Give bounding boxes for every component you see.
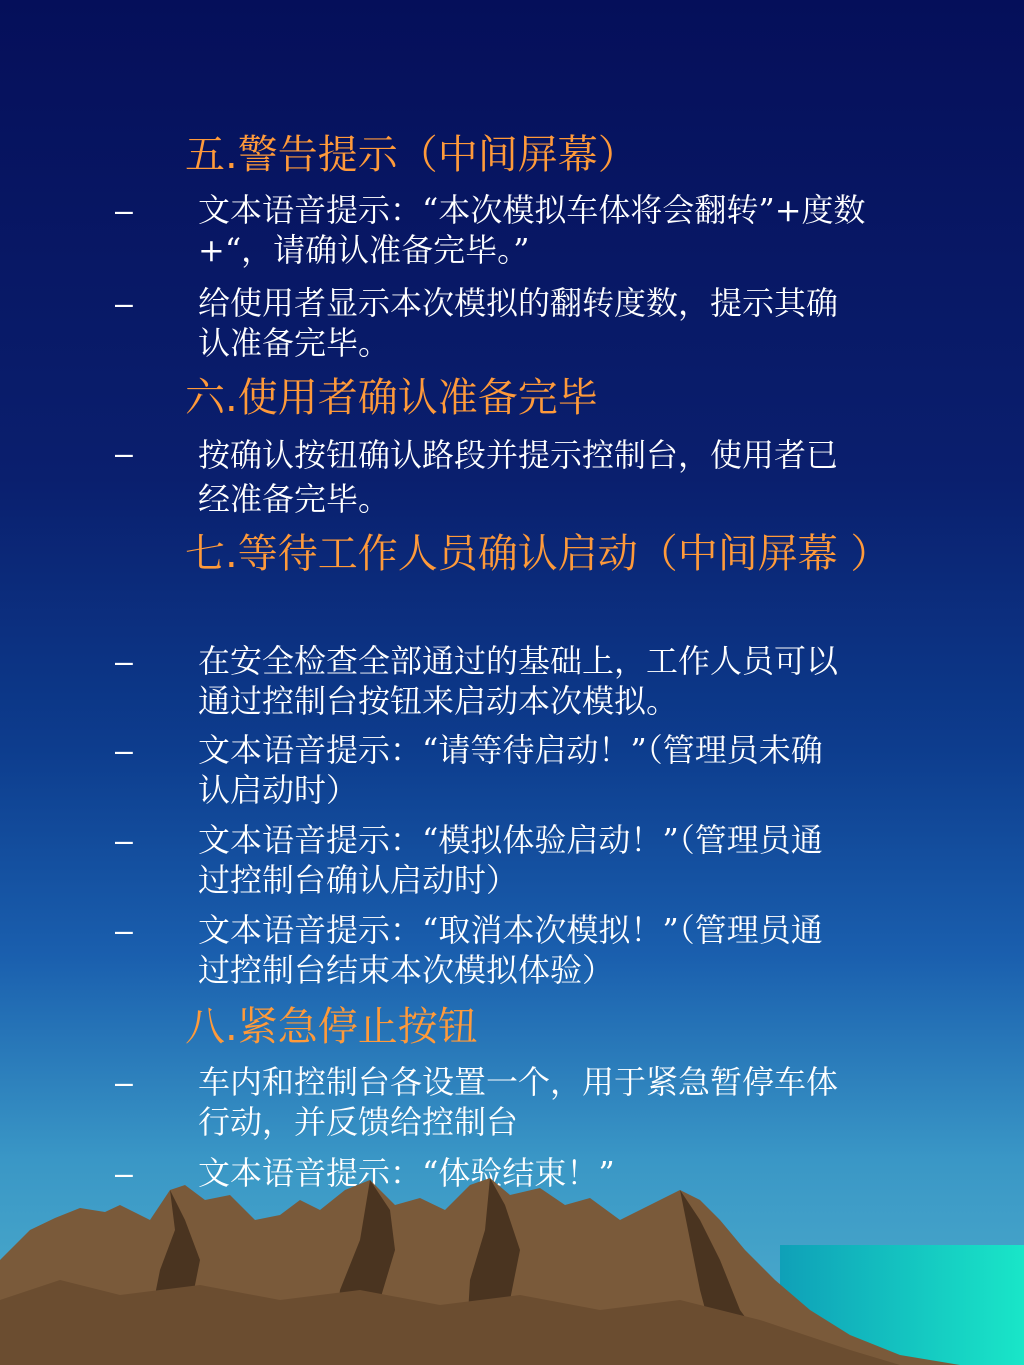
bullet-dash: – [115, 1064, 133, 1100]
section-heading-user-confirm: 六.使用者确认准备完毕 [185, 375, 598, 421]
bullet-text: 文本语音提示：“本次模拟车体将会翻转”+度数 +“，请确认准备完毕。” [198, 191, 866, 269]
bullet-dash: – [115, 643, 133, 679]
bullet-text: 车内和控制台各设置一个，用于紧急暂停车体 行动，并反馈给控制台 [198, 1063, 839, 1141]
bullet-text: 按确认按钮确认路段并提示控制台，使用者已 经准备完毕。 [198, 436, 839, 518]
bullet-dash: – [115, 1155, 133, 1191]
section-heading-warning: 五.警告提示（中间屏幕） [185, 132, 638, 178]
bullet-text: 给使用者显示本次模拟的翻转度数，提示其确 认准备完毕。 [198, 284, 839, 362]
bullet-dash: – [115, 912, 133, 948]
bullet-dash: – [115, 822, 133, 858]
bullet-dash: – [115, 435, 133, 471]
bullet-text: 在安全检查全部通过的基础上，工作人员可以 通过控制台按钮来启动本次模拟。 [198, 642, 839, 720]
mountain-landscape-illustration [0, 1150, 1024, 1365]
section-heading-staff-confirm: 七.等待工作人员确认启动（中间屏幕 ） [185, 531, 891, 577]
bullet-text: 文本语音提示：“模拟体验启动！”（管理员通 过控制台确认启动时） [198, 821, 823, 899]
bullet-text: 文本语音提示：“体验结束！” [198, 1154, 615, 1192]
bullet-text: 文本语音提示：“取消本次模拟！”（管理员通 过控制台结束本次模拟体验） [198, 911, 823, 989]
bullet-text: 文本语音提示：“请等待启动！”（管理员未确 认启动时） [198, 731, 823, 809]
bullet-dash: – [115, 192, 133, 228]
section-heading-emergency-stop: 八.紧急停止按钮 [185, 1004, 478, 1050]
bullet-dash: – [115, 732, 133, 768]
bullet-dash: – [115, 285, 133, 321]
